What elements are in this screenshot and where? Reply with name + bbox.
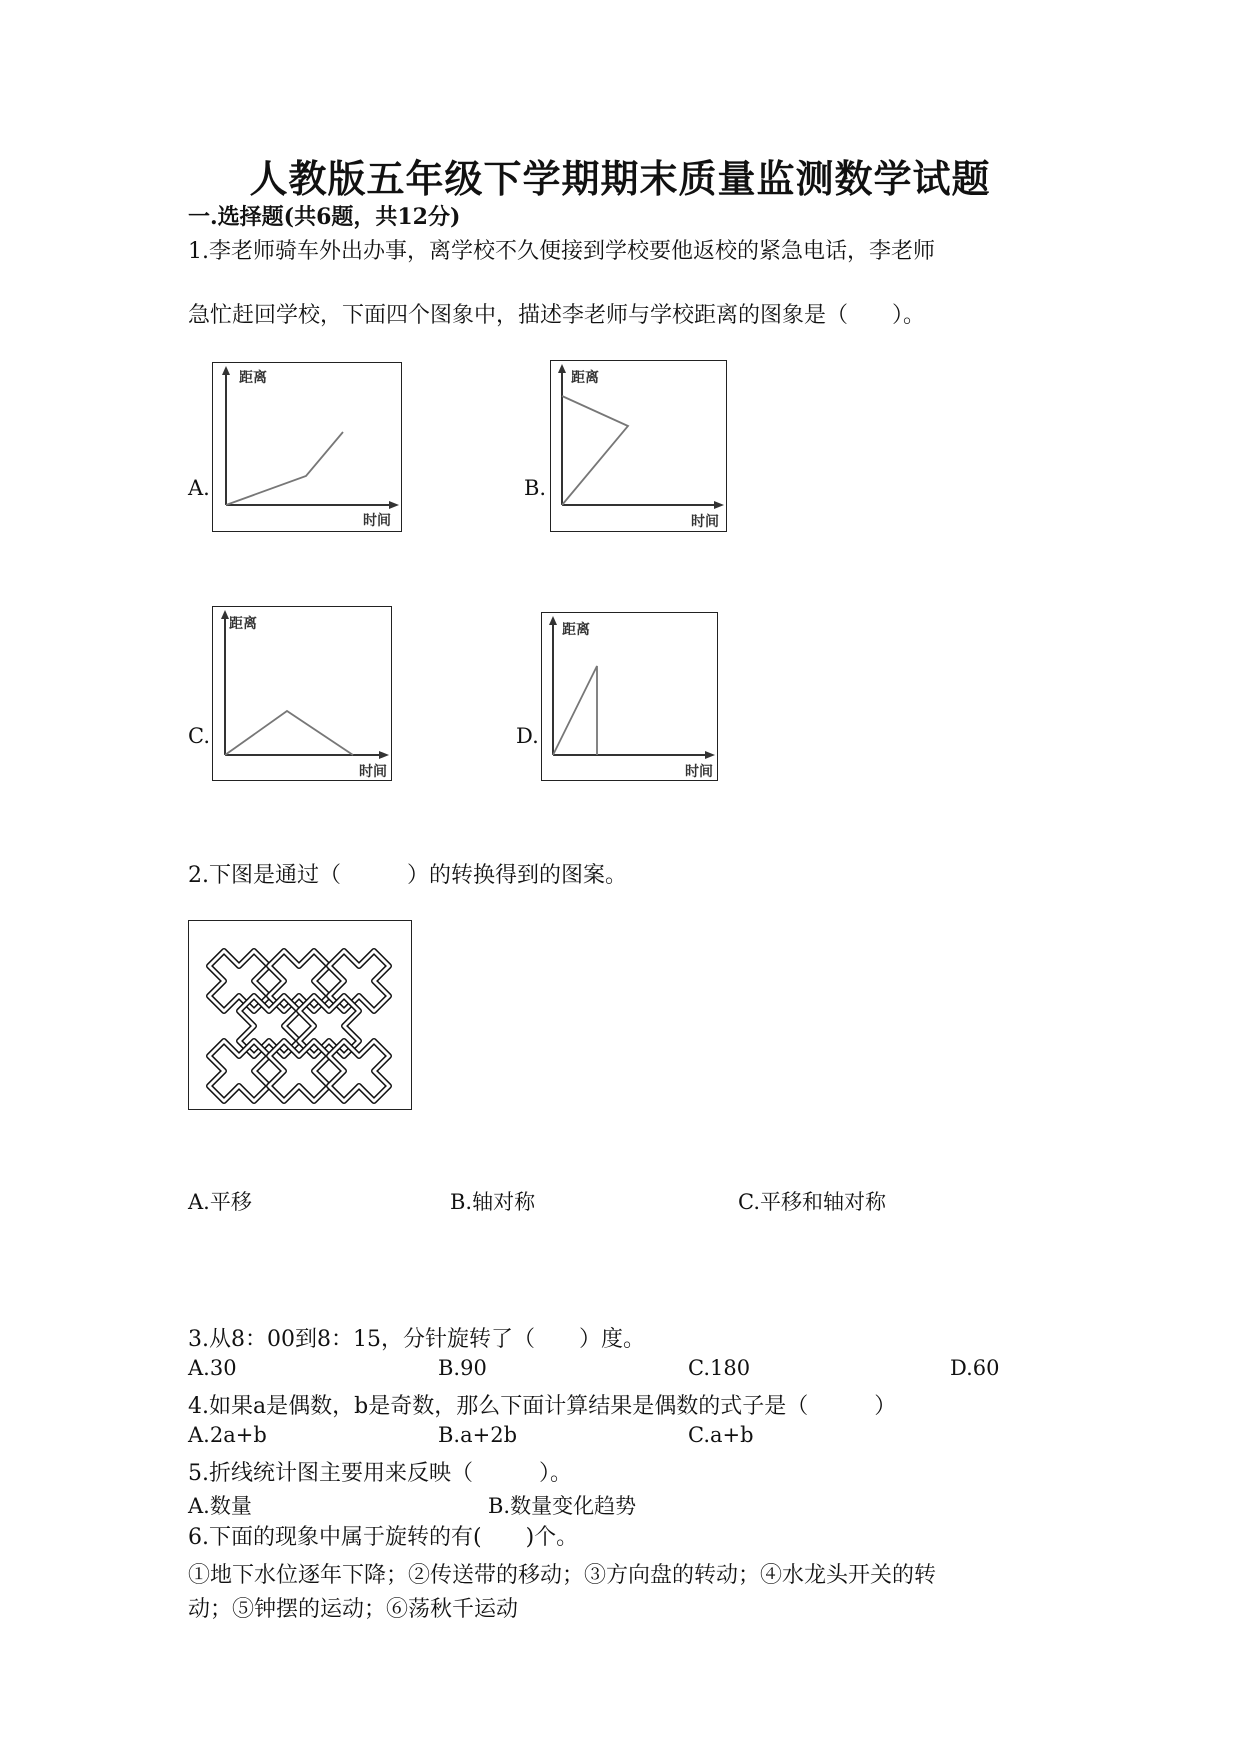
option-c-letter: C. <box>188 724 210 748</box>
graph-b-ylabel: 距离 <box>571 370 599 386</box>
page-title: 人教版五年级下学期期末质量监测数学试题 <box>249 156 991 201</box>
question-1-line-1: 1.李老师骑车外出办事，离学校不久便接到学校要他返校的紧急电话，李老师 <box>188 239 935 264</box>
option-b-letter: B. <box>524 476 547 500</box>
q3-option-b: B.90 <box>438 1356 487 1380</box>
q3-option-d: D.60 <box>950 1356 1000 1380</box>
graph-d-ylabel: 距离 <box>562 622 590 638</box>
question-2-text: 2.下图是通过（ ）的转换得到的图案。 <box>188 863 627 888</box>
q4-option-b: B.a+2b <box>438 1423 518 1447</box>
tessellation-figure <box>189 921 412 1110</box>
question-4-text: 4.如果a是偶数，b是奇数，那么下面计算结果是偶数的式子是（ ） <box>188 1394 897 1419</box>
q4-option-a: A.2a+b <box>188 1423 267 1447</box>
option-d-letter: D. <box>516 724 539 748</box>
graph-a <box>212 362 402 532</box>
q4-option-c: C.a+b <box>688 1423 754 1447</box>
q3-option-a: A.30 <box>188 1356 237 1380</box>
q2-option-a: A.平移 <box>188 1190 252 1214</box>
graph-d <box>541 612 718 781</box>
graph-c <box>212 606 392 781</box>
question-6-text: 6.下面的现象中属于旋转的有( )个。 <box>188 1525 579 1550</box>
graph-a-xlabel: 时间 <box>363 513 391 529</box>
question-3-text: 3.从8：00到8：15，分针旋转了（ ）度。 <box>188 1327 645 1352</box>
q5-option-a: A.数量 <box>188 1494 252 1518</box>
graph-a-ylabel: 距离 <box>239 370 267 386</box>
question-5-text: 5.折线统计图主要用来反映（ ）。 <box>188 1461 572 1486</box>
graph-c-ylabel: 距离 <box>229 616 257 632</box>
graph-a-plot <box>213 363 403 533</box>
section-heading: 一.选择题(共6题，共12分) <box>188 204 461 230</box>
q3-option-c: C.180 <box>688 1356 751 1380</box>
graph-c-plot <box>213 607 393 782</box>
graph-b <box>550 360 727 532</box>
question-6-line-1: ①地下水位逐年下降；②传送带的移动；③方向盘的转动；④水龙头开关的转 <box>188 1563 937 1588</box>
graph-d-xlabel: 时间 <box>685 764 713 780</box>
graph-b-xlabel: 时间 <box>691 514 719 530</box>
q2-option-b: B.轴对称 <box>450 1190 536 1214</box>
q5-option-b: B.数量变化趋势 <box>488 1494 637 1518</box>
tessellation-pattern <box>188 920 412 1110</box>
option-a-letter: A. <box>188 476 210 500</box>
question-6-line-2: 动；⑤钟摆的运动；⑥荡秋千运动 <box>188 1597 519 1622</box>
graph-c-xlabel: 时间 <box>359 764 387 780</box>
q2-option-c: C.平移和轴对称 <box>738 1190 886 1214</box>
question-1-line-2: 急忙赶回学校，下面四个图象中，描述李老师与学校距离的图象是（ ）。 <box>188 303 926 328</box>
